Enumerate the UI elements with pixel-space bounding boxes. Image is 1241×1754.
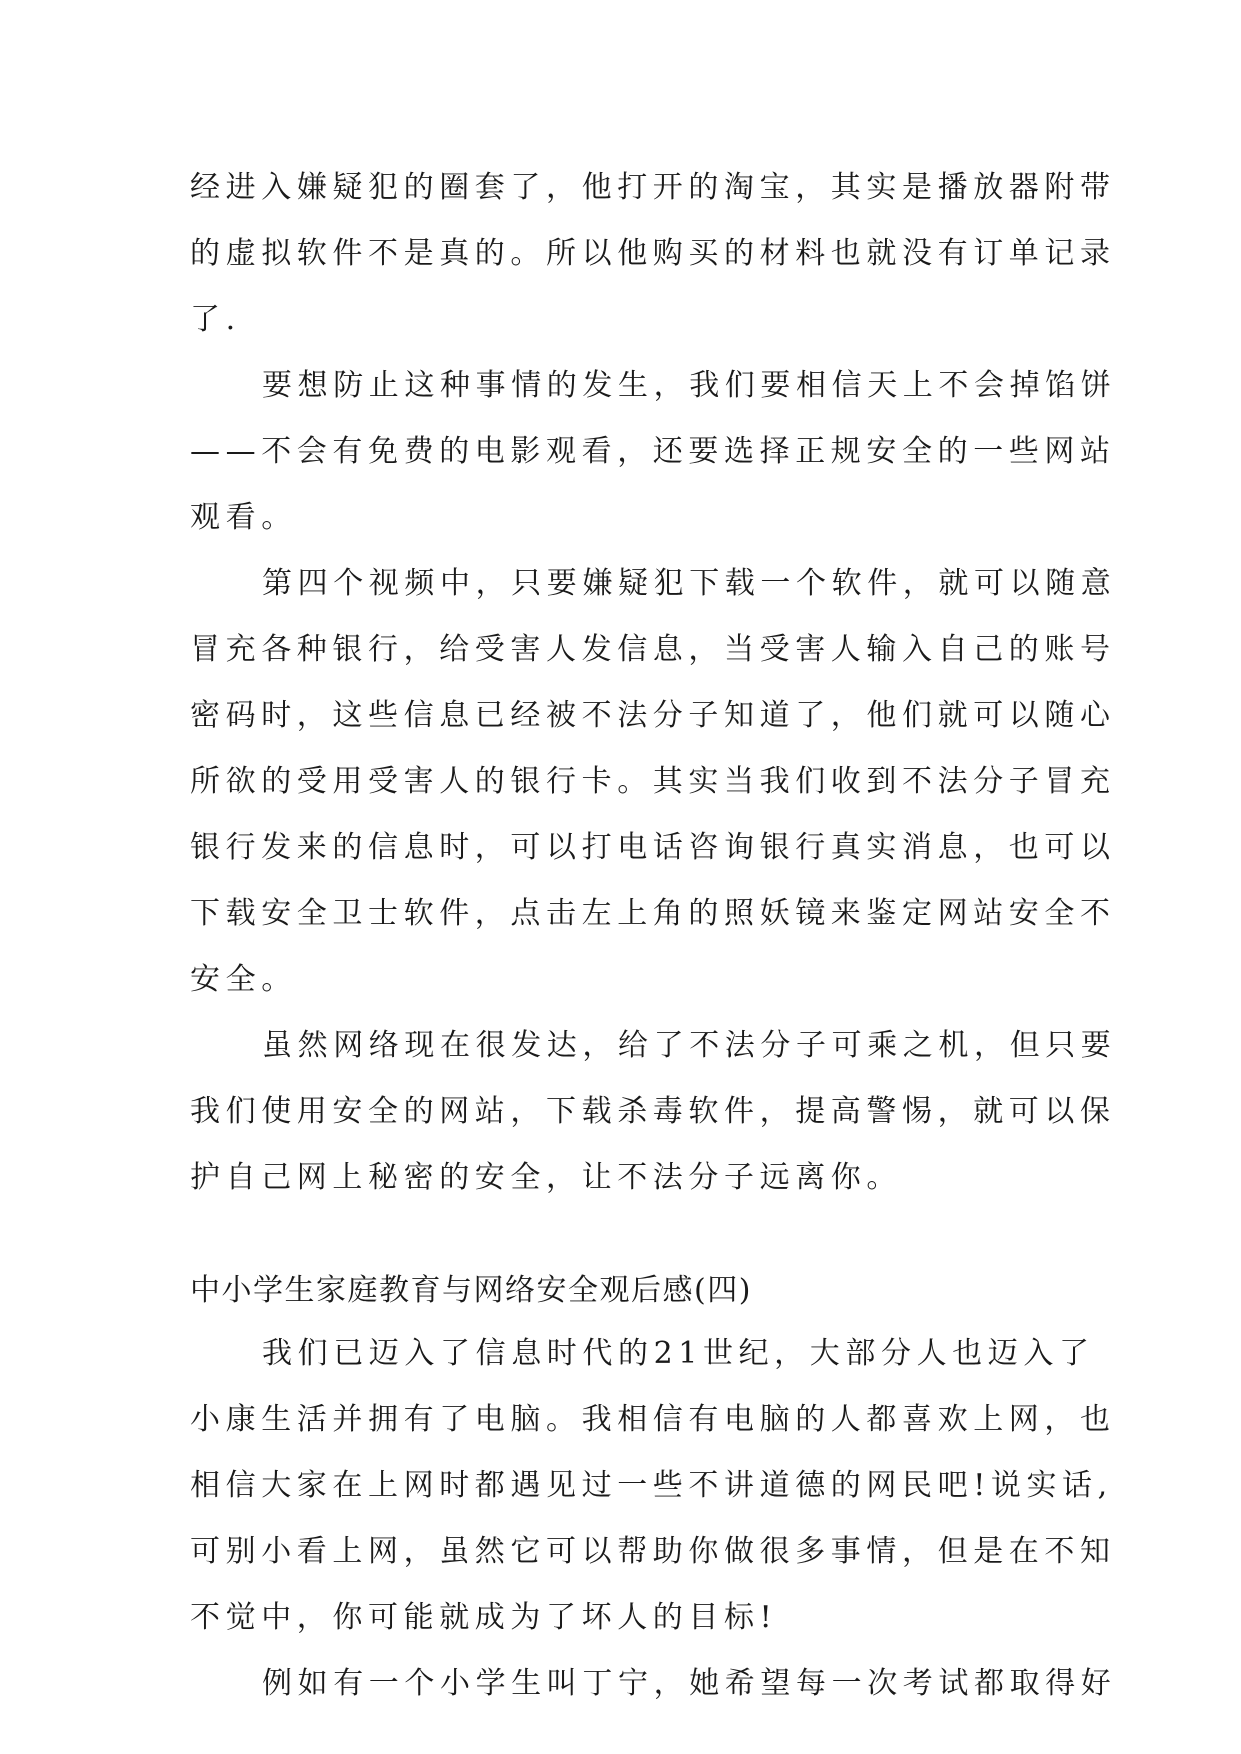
text-line: 经进入嫌疑犯的圈套了，他打开的淘宝，其实是播放器附带 <box>190 170 1116 205</box>
text-line: 的虚拟软件不是真的。所以他购买的材料也就没有订单记录 <box>190 236 1116 271</box>
text-line: 我们使用安全的网站，下载杀毒软件，提高警惕，就可以保 <box>190 1094 1116 1129</box>
text-line: 相信大家在上网时都遇见过一些不讲道德的网民吧!说实话, <box>190 1468 1113 1503</box>
text-line: 下载安全卫士软件，点击左上角的照妖镜来鉴定网站安全不 <box>190 896 1116 931</box>
text-line: 我们已迈入了信息时代的21世纪，大部分人也迈入了 <box>262 1336 1095 1371</box>
text-line: 银行发来的信息时，可以打电话咨询银行真实消息，也可以 <box>190 830 1116 865</box>
text-line: 虽然网络现在很发达，给了不法分子可乘之机，但只要 <box>262 1028 1117 1063</box>
paragraph-prevention <box>190 353 1117 551</box>
paragraph-continued <box>190 155 1116 353</box>
text-line: 安全。 <box>190 962 297 997</box>
text-line: ——不会有免费的电影观看，还要选择正规安全的一些网站 <box>190 434 1116 469</box>
paragraph-information-age <box>190 1321 1116 1651</box>
text-line: 所欲的受用受害人的银行卡。其实当我们收到不法分子冒充 <box>190 764 1116 799</box>
text-line: 了. <box>190 302 241 337</box>
text-line: 可别小看上网，虽然它可以帮助你做很多事情，但是在不知 <box>190 1534 1116 1569</box>
text-line: 冒充各种银行，给受害人发信息，当受害人输入自己的账号 <box>190 632 1116 667</box>
document-page <box>190 155 1117 1717</box>
text-line: 要想防止这种事情的发生，我们要相信天上不会掉馅饼 <box>262 368 1117 403</box>
text-line: 不觉中，你可能就成为了坏人的目标! <box>190 1600 778 1635</box>
text-line: 护自己网上秘密的安全，让不法分子远离你。 <box>190 1160 902 1195</box>
text-line: 例如有一个小学生叫丁宁，她希望每一次考试都取得好 <box>262 1666 1117 1701</box>
section-heading: 中小学生家庭教育与网络安全观后感(四) <box>190 1273 752 1308</box>
paragraph-conclusion <box>190 1013 1117 1211</box>
text-line: 密码时，这些信息已经被不法分子知道了，他们就可以随心 <box>190 698 1116 733</box>
section-gap <box>190 1211 1054 1261</box>
text-line: 观看。 <box>190 500 297 535</box>
text-line: 第四个视频中，只要嫌疑犯下载一个软件，就可以随意 <box>262 566 1117 601</box>
text-line: 小康生活并拥有了电脑。我相信有电脑的人都喜欢上网，也 <box>190 1402 1116 1437</box>
paragraph-example <box>190 1651 1117 1717</box>
paragraph-fourth-video <box>190 551 1117 1013</box>
